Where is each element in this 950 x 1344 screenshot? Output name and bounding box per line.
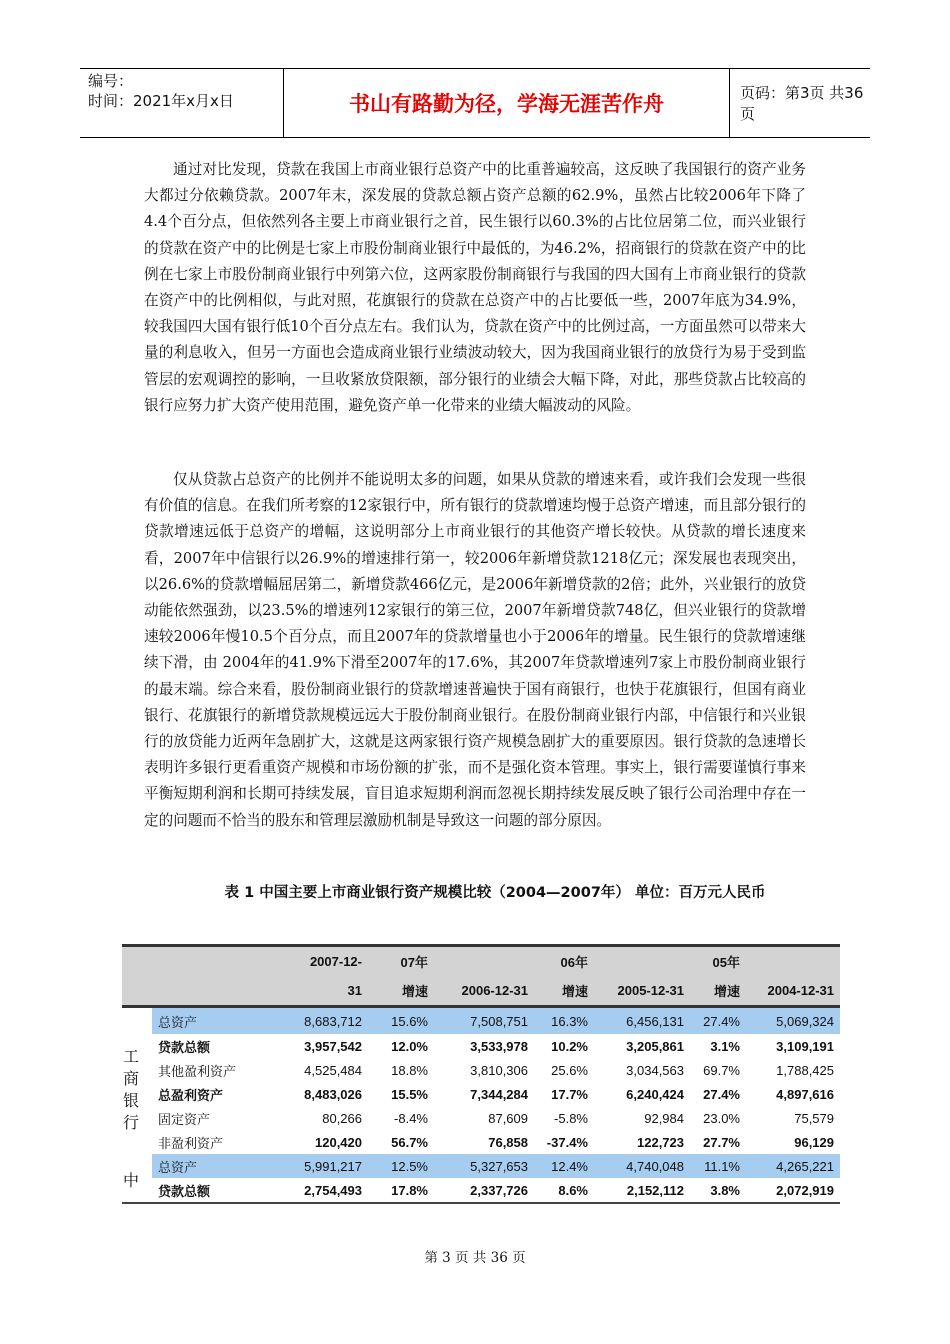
row-value-cell: 3.1% [710,1038,740,1054]
row-value-cell: 7,344,284 [470,1086,528,1102]
row-value-cell: -5.8% [554,1110,588,1126]
row-value-cell: -8.4% [394,1110,428,1126]
row-value-cell: 2,337,726 [434,1178,534,1203]
row-value-cell: 3,533,978 [470,1038,528,1054]
row-value-cell: 4,740,048 [594,1154,690,1178]
row-value-cell: 3,205,861 [626,1038,684,1054]
row-value-cell: 3,034,563 [626,1062,684,1078]
row-value-cell: 5,069,324 [746,1007,840,1035]
row-label: 其他盈利资产 [158,1064,237,1080]
row-value-cell: 2,152,112 [594,1178,690,1203]
header-bottom-cell: 2006-12-31 [434,976,534,1007]
row-value-cell: 8,483,026 [304,1086,362,1102]
table-row [122,1130,840,1154]
row-value-cell: 96,129 [794,1134,834,1150]
header-top-cell: 07年 [368,946,434,977]
bank-label-char: 商 [122,1069,139,1088]
row-value-cell: 4,525,484 [304,1062,362,1078]
table-body [122,1007,840,1204]
header-top-cell [434,946,534,977]
row-label: 非盈利资产 [158,1136,224,1152]
body-paragraph-2: 仅从贷款占总资产的比例并不能说明太多的问题，如果从贷款的增速来看，或许我们会发现一些很有价值的信息。在我们所考察的12家银行中，所有银行的贷款增速均慢于总资产增速，而且部分银行的贷款增速远低于总资产的增幅，这说明部分上市商业银行的其他资产增长较快。从贷款的增长速度来看，2007年中信银行以26.9%的增速排行第一，较2006年新增贷款1218亿元；深发展也表现突出，以26.6%的贷款增幅屈居第二，新增贷款466亿元，是2006年新增贷款的2倍；此外，兴业银行的放贷动能依然强劲，以23.5%的增速列12家银行的第三位，2007年新增贷款748亿，但兴业银行的贷款增速较2006年慢10.5个百分点，而且2007年的贷款增量也小于2006年的增量。民生银行的贷款增速继续下滑，由 2004年的41.9%下滑至2007年的17.6%，其2007年贷款增速列7家上市股份制商业银行的最末端。综合来看，股份制商业银行的贷款增速普遍快于国有商银行，也快于花旗银行，但国有商业银行、花旗银行的新增贷款规模远远大于股份制商业银行。在股份制商业银行内部，中信银行和兴业银行的放贷能力近两年急剧扩大，这就是这两家银行资产规模急剧扩大的重要原因。银行贷款的急速增长表明许多银行更看重资产规模和市场份额的扩张，而不是强化资本管理。事实上，银行需要谨慎行事来平衡短期利润和长期可持续发展，盲目追求短期利润而忽视长期持续发展反映了银行公司治理中存在一定的问题而不恰当的股东和管理层激励机制是导致这一问题的部分原因。 [144,471,806,829]
header-page-label: 页码：第3页 共36页 [740,84,864,123]
row-value-cell: 2,754,493 [280,1178,368,1203]
row-label: 贷款总额 [152,1178,280,1203]
document-number-label: 编号： [88,72,134,90]
page-header [80,68,870,138]
row-label: 总盈利资产 [158,1088,224,1104]
header-bottom-cell: 31 [280,976,368,1007]
header-motto: 书山有路勤为径，学海无涯苦作舟 [284,69,730,137]
row-spacer [122,1007,152,1035]
row-value-cell: 27.4% [703,1086,740,1102]
row-value-cell: 10.2% [551,1038,588,1054]
table-row [122,1007,840,1035]
row-value-cell: 4,265,221 [746,1154,840,1178]
row-value-cell: 3,810,306 [470,1062,528,1078]
row-value-cell: 12.4% [534,1154,594,1178]
row-value-cell: 120,420 [315,1134,362,1150]
header-top-cell: 05年 [690,946,746,977]
row-value-cell: 87,609 [488,1110,528,1126]
row-value-cell: 27.7% [703,1134,740,1150]
row-value-cell: -37.4% [546,1134,588,1150]
header-top-cell [594,946,690,977]
row-value-cell: 5,327,653 [434,1154,534,1178]
row-value-cell: 1,788,425 [776,1062,834,1078]
row-value-cell: 69.7% [703,1062,740,1078]
row-value-cell: 8.6% [534,1178,594,1203]
header-bottom-cell: 增速 [534,976,594,1007]
row-value-cell: 7,508,751 [434,1007,534,1035]
row-label: 总资产 [152,1007,280,1035]
table-row [122,1082,840,1106]
row-value-cell: 23.0% [703,1110,740,1126]
bank-label-char: 中 [122,1171,139,1190]
table-header-bottom [122,976,840,1007]
header-bottom-cell: 增速 [368,976,434,1007]
row-value-cell: 12.0% [391,1038,428,1054]
table-caption: 表 1 中国主要上市商业银行资产规模比较（2004—2007年） 单位：百万元人民币 [224,885,766,901]
table-row [122,1058,840,1082]
row-value-cell: 75,579 [794,1110,834,1126]
row-value-cell: 5,991,217 [280,1154,368,1178]
row-value-cell: 2,072,919 [746,1178,840,1203]
row-value-cell: 8,683,712 [280,1007,368,1035]
row-value-cell: 3,109,191 [776,1038,834,1054]
row-value-cell: 17.7% [551,1086,588,1102]
row-value-cell: 18.8% [391,1062,428,1078]
asset-scale-table [122,944,840,1204]
row-value-cell: 6,456,131 [594,1007,690,1035]
table-row [122,1154,840,1178]
row-value-cell: 15.6% [368,1007,434,1035]
row-value-cell: 3,957,542 [304,1038,362,1054]
header-bottom-cell: 2005-12-31 [594,976,690,1007]
bank-label-icbc [122,1046,140,1134]
page-footer: 第 3 页 共 36 页 [424,1250,526,1266]
bank-label-char: 行 [122,1113,139,1132]
header-meta [80,69,284,137]
row-value-cell: 6,240,424 [626,1086,684,1102]
row-value-cell: 122,723 [637,1134,684,1150]
body-paragraph-1: 通过对比发现，贷款在我国上市商业银行总资产中的比重普遍较高，这反映了我国银行的资产业务大都过分依赖贷款。2007年末，深发展的贷款总额占资产总额的62.9%，虽然占比较2006年下降了4.4个百分点，但依然列各主要上市商业银行之首，民生银行以60.3%的占比位居第二位，而兴业银行的贷款在资产中的比例是七家上市股份制商业银行中最低的，为46.2%，招商银行的贷款在资产中的比例在七家上市股份制商业银行中列第六位，这两家股份制商银行与我国的四大国有上市商业银行的贷款在资产中的比例相似，与此对照，花旗银行的贷款在总资产中的占比要低一些，2007年底为34.9%，较我国四大国有银行低10个百分点左右。我们认为，贷款在资产中的比例过高，一方面虽然可以带来大量的利息收入，但另一方面也会造成商业银行业绩波动较大，因为我国商业银行的放贷行为易于受到监管层的宏观调控的影响，一旦收紧放贷限额，部分银行的业绩会大幅下降，对此，那些贷款占比较高的银行应努力扩大资产使用范围，避免资产单一化带来的业绩大幅波动的风险。 [144,161,806,414]
table-row [122,1178,840,1203]
row-value-cell: 76,858 [488,1134,528,1150]
row-label: 固定资产 [158,1112,211,1128]
bank-label-next [122,1170,140,1192]
bank-label-char: 工 [122,1047,139,1066]
table-row [122,1034,840,1058]
row-value-cell: 3.8% [690,1178,746,1203]
bank-label-char: 银 [122,1091,139,1110]
row-value-cell: 16.3% [534,1007,594,1035]
header-top-cell [746,946,840,977]
header-bottom-cell: 增速 [690,976,746,1007]
row-value-cell: 25.6% [551,1062,588,1078]
row-value-cell: 56.7% [391,1134,428,1150]
row-value-cell: 27.4% [690,1007,746,1035]
row-value-cell: 11.1% [690,1154,746,1178]
row-value-cell: 17.8% [368,1178,434,1203]
row-value-cell: 12.5% [368,1154,434,1178]
table-row [122,1106,840,1130]
document-date-label: 时间：2021年x月x日 [88,92,234,110]
header-top-cell: 2007-12- [280,946,368,977]
header-top-cell: 06年 [534,946,594,977]
row-value-cell: 4,897,616 [776,1086,834,1102]
header-bottom-cell: 2004-12-31 [746,976,840,1007]
row-label: 贷款总额 [158,1040,211,1056]
row-value-cell: 15.5% [391,1086,428,1102]
table-header-top [122,946,840,977]
row-value-cell: 92,984 [644,1110,684,1126]
row-value-cell: 80,266 [322,1110,362,1126]
row-label: 总资产 [152,1154,280,1178]
